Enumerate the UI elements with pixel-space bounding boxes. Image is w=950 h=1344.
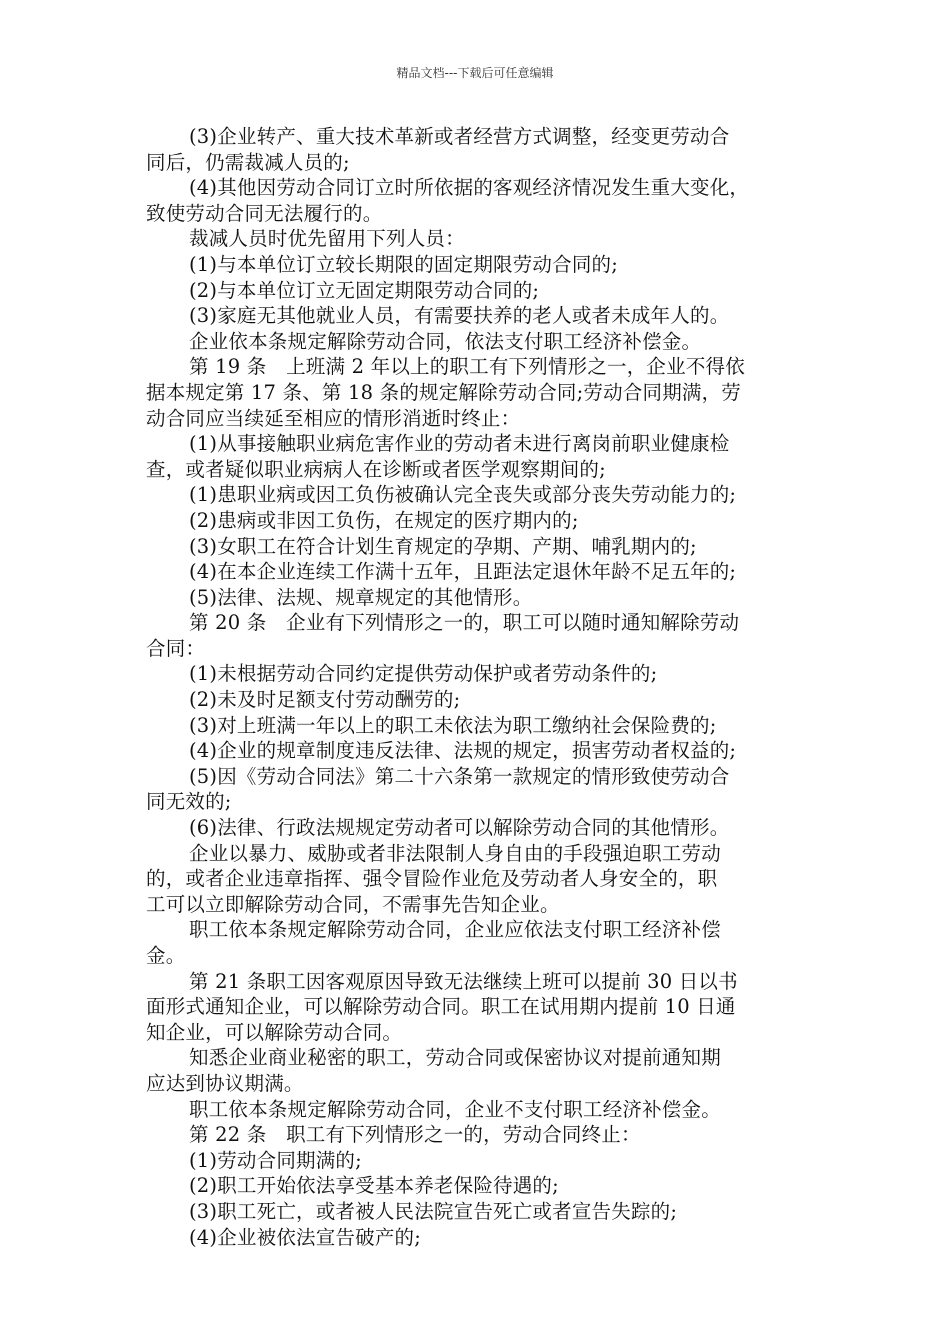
text-line: 企业依本条规定解除劳动合同，依法支付职工经济补偿金。 xyxy=(189,329,702,353)
text-line: (1)从事接触职业病危害作业的劳动者未进行离岗前职业健康检 xyxy=(189,432,730,456)
text-line: (4)企业的规章制度违反法律、法规的规定，损害劳动者权益的; xyxy=(189,739,737,763)
text-line: (2)患病或非因工负伤，在规定的医疗期内的; xyxy=(189,508,579,532)
text-line: (3)女职工在符合计划生育规定的孕期、产期、哺乳期内的; xyxy=(189,534,697,558)
document-body xyxy=(146,124,826,1250)
text-line: 合同： xyxy=(146,636,206,660)
text-line: (1)患职业病或因工负伤被确认完全丧失或部分丧失劳动能力的; xyxy=(189,483,737,507)
text-line: 第 22 条 职工有下列情形之一的，劳动合同终止： xyxy=(189,1123,641,1147)
text-line: 裁减人员时优先留用下列人员： xyxy=(189,227,465,251)
text-line: 第 19 条 上班满 2 年以上的职工有下列情形之一，企业不得依 xyxy=(189,355,745,379)
text-line: (2)未及时足额支付劳动酬劳的; xyxy=(189,688,461,712)
text-line: 同无效的; xyxy=(146,790,232,814)
text-line: (1)与本单位订立较长期限的固定期限劳动合同的; xyxy=(189,252,618,276)
text-line: 据本规定第 17 条、第 18 条的规定解除劳动合同;劳动合同期满，劳 xyxy=(146,380,741,404)
text-line: (2)与本单位订立无固定期限劳动合同的; xyxy=(189,278,540,302)
text-line: 第 21 条职工因客观原因导致无法继续上班可以提前 30 日以书 xyxy=(189,969,738,993)
text-line: (4)其他因劳动合同订立时所依据的客观经济情况发生重大变化， xyxy=(189,176,750,200)
text-line: 致使劳动合同无法履行的。 xyxy=(146,201,383,225)
text-line: (1)未根据劳动合同约定提供劳动保护或者劳动条件的; xyxy=(189,662,658,686)
text-line: (2)职工开始依法享受基本养老保险待遇的; xyxy=(189,1174,559,1198)
text-line: (5)法律、法规、规章规定的其他情形。 xyxy=(189,585,533,609)
text-line: 面形式通知企业，可以解除劳动合同。职工在试用期内提前 10 日通 xyxy=(146,995,736,1019)
text-line: 应达到协议期满。 xyxy=(146,1071,304,1095)
text-line: 同后，仍需裁减人员的; xyxy=(146,150,350,174)
text-line: (3)职工死亡，或者被人民法院宣告死亡或者宣告失踪的; xyxy=(189,1199,678,1223)
page-header: 精品文档---下载后可任意编辑 xyxy=(396,66,554,80)
text-line: 第 20 条 企业有下列情形之一的，职工可以随时通知解除劳动 xyxy=(189,611,740,635)
text-line: (1)劳动合同期满的; xyxy=(189,1148,362,1172)
text-line: 职工依本条规定解除劳动合同，企业不支付职工经济补偿金。 xyxy=(189,1097,721,1121)
text-line: 的，或者企业违章指挥、强令冒险作业危及劳动者人身安全的，职 xyxy=(146,867,718,891)
text-line: (4)企业被依法宣告破产的; xyxy=(189,1225,421,1249)
text-line: 知企业，可以解除劳动合同。 xyxy=(146,1020,403,1044)
text-line: 动合同应当续延至相应的情形消逝时终止： xyxy=(146,406,521,430)
text-line: 知悉企业商业秘密的职工，劳动合同或保密协议对提前通知期 xyxy=(189,1046,721,1070)
text-line: (4)在本企业连续工作满十五年，且距法定退休年龄不足五年的; xyxy=(189,560,737,584)
text-line: (3)企业转产、重大技术革新或者经营方式调整，经变更劳动合 xyxy=(189,125,730,148)
text-line: (3)对上班满一年以上的职工未依法为职工缴纳社会保险费的; xyxy=(189,713,717,737)
text-line: (5)因《劳动合同法》第二十六条第一款规定的情形致使劳动合 xyxy=(189,764,730,788)
text-line: 职工依本条规定解除劳动合同，企业应依法支付职工经济补偿 xyxy=(189,918,721,942)
text-line: 企业以暴力、威胁或者非法限制人身自由的手段强迫职工劳动 xyxy=(189,841,721,865)
text-line: (6)法律、行政法规规定劳动者可以解除劳动合同的其他情形。 xyxy=(189,816,730,840)
text-line: 金。 xyxy=(146,944,186,967)
text-line: (3)家庭无其他就业人员，有需要扶养的老人或者未成年人的。 xyxy=(189,304,730,328)
text-line: 查，或者疑似职业病病人在诊断或者医学观察期间的; xyxy=(146,457,606,481)
text-line: 工可以立即解除劳动合同，不需事先告知企业。 xyxy=(146,892,560,916)
